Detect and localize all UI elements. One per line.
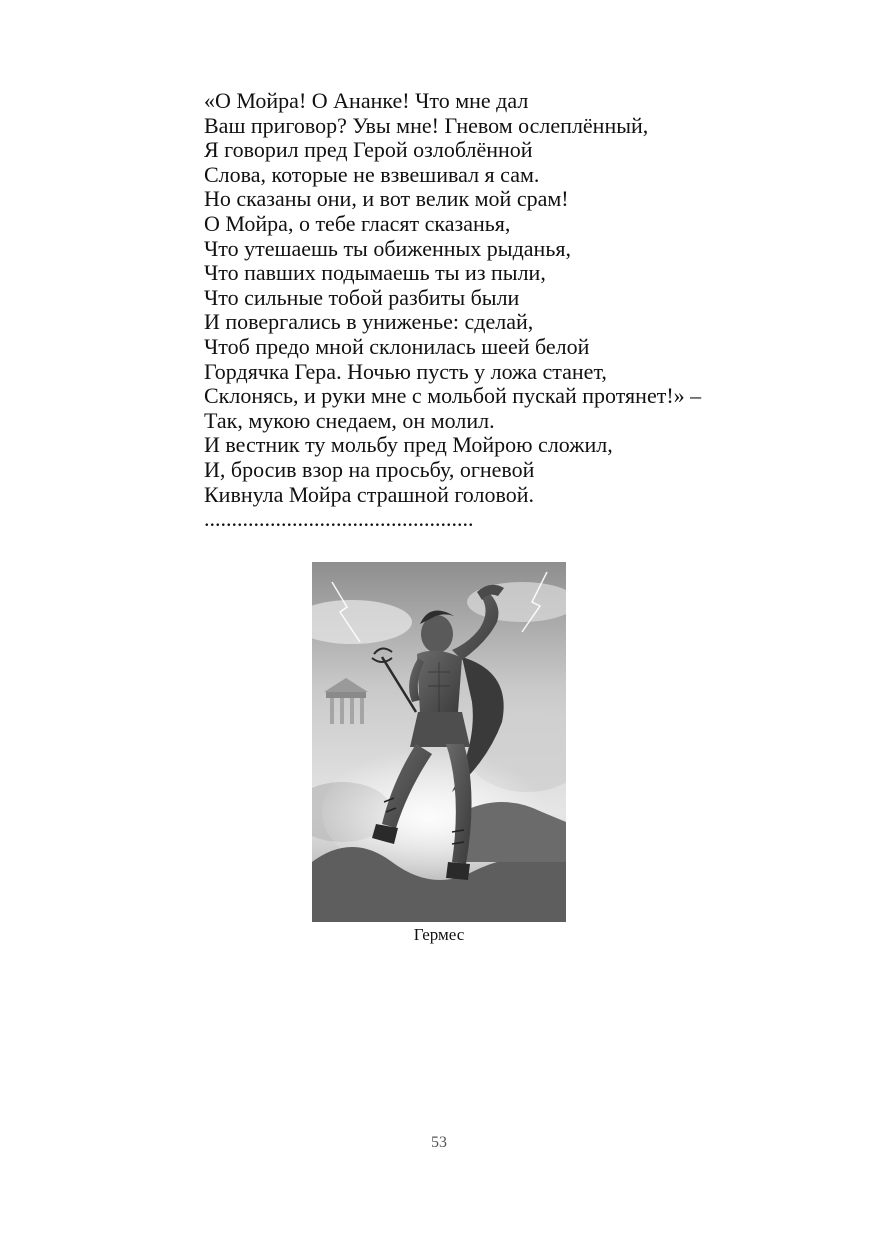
poem-line: «О Мойра! О Ананке! Что мне дал: [204, 88, 529, 113]
poem-line: Но сказаны они, и вот велик мой срам!: [204, 186, 569, 212]
poem-line: Что утешаешь ты обиженных рыданья,: [204, 235, 571, 261]
poem-line: Гордячка Гера. Ночью пусть у ложа станет,: [204, 358, 607, 384]
poem-line: Ваш приговор? Увы мне! Гневом ослеплённый,: [204, 112, 649, 138]
poem-line: Что сильные тобой разбиты были: [204, 284, 520, 310]
page-number: 53: [431, 1134, 447, 1151]
poem-line: Чтоб предо мной склонилась шеей белой: [204, 333, 590, 359]
poem-line: И, бросив взор на просьбу, огневой: [204, 456, 535, 482]
poem-line: И повергались в униженье: сделай,: [204, 309, 534, 335]
poem-ellipsis-line: .................................................: [204, 506, 474, 532]
poem-line: Кивнула Мойра страшной головой.: [204, 481, 535, 507]
poem-line: Слова, которые не взвешивал я сам.: [204, 161, 540, 187]
hermes-figure-image: [312, 562, 566, 922]
hermes-illustration: [312, 562, 566, 922]
poem-line: Что павших подымаешь ты из пыли,: [204, 260, 546, 286]
poem-line: И вестник ту мольбу пред Мойрою сложил,: [204, 432, 613, 458]
poem-line: Склонясь, и руки мне с мольбой пускай протянет!» –: [204, 383, 702, 409]
poem-line: О Мойра, о тебе гласят сказанья,: [204, 210, 511, 236]
poem-line: Я говорил пред Герой озлоблённой: [204, 137, 533, 163]
poem-line: Так, мукою снедаем, он молил.: [204, 407, 495, 433]
poem-stanza: [204, 89, 824, 532]
illustration-caption: Гермес: [413, 925, 465, 944]
